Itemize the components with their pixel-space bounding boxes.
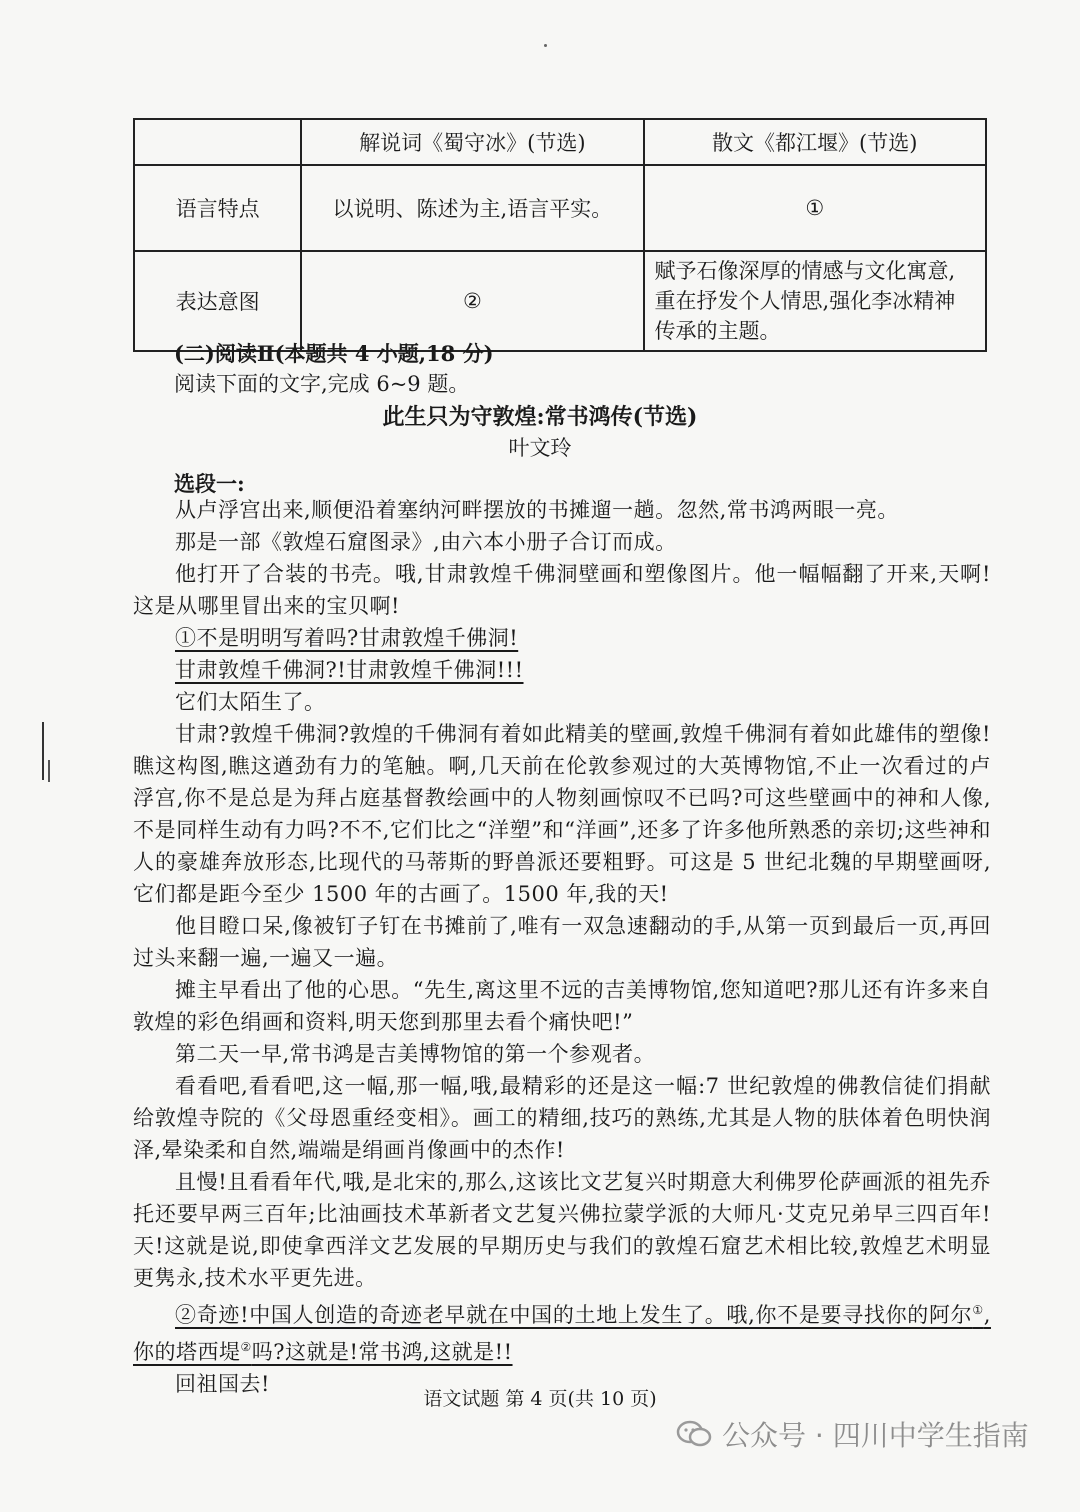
wechat-icon (676, 1420, 712, 1448)
underlined-sentence-1b (133, 654, 991, 686)
article-body (133, 494, 991, 1400)
underline-text (133, 1303, 991, 1364)
page-footer: 语文试题 第 4 页(共 10 页) (423, 1388, 657, 1410)
table-cell: 赋予石像深厚的情感与文化寓意,重在抒发个人情思,强化李冰精神传承的主题。 (644, 251, 986, 351)
underlined-sentence-2 (133, 1294, 991, 1368)
row-label: 表达意图 (134, 251, 301, 351)
table-header-row (134, 119, 986, 165)
table-cell: 以说明、陈述为主,语言平实。 (301, 165, 643, 251)
table-row (134, 251, 986, 351)
table-cell: ② (301, 251, 643, 351)
comparison-table (133, 118, 987, 352)
excerpt-label: 选段一: (174, 471, 245, 496)
underline-part: ②奇迹!中国人创造的奇迹老早就在中国的土地上发生了。哦,你不是要寻找你的阿尔 (175, 1303, 973, 1327)
underlined-sentence-1a (133, 622, 991, 654)
paragraph: 从卢浮宫出来,顺便沿着塞纳河畔摆放的书摊遛一趟。忽然,常书鸿两眼一亮。 (175, 498, 899, 522)
header-col-2: 散文《都江堰》(节选) (644, 119, 986, 165)
instruction: 阅读下面的文字,完成 6~9 题。 (174, 372, 470, 396)
paragraph: 甘肃?敦煌千佛洞?敦煌的千佛洞有着如此精美的壁画,敦煌千佛洞有着如此雄伟的塑像!瞧这构图,瞧这遒劲有力的笔触。啊,几天前在伦敦参观过的大英博物馆,不止一次看过的卢浮宫,你不是总是为拜占庭基督教绘画中的人物刻画惊叹不已吗?可这些壁画中的神和人像,不是同样生动有力吗?不不,它们比之“洋塑”和“洋画”,还多了许多他所熟悉的亲切;这些神和人的豪雄奔放形态,比现代的马蒂斯的野兽派还要粗野。可这是 5 世纪北魏的早期壁画呀,它们都是距今至少 1500 年的古画了。1500 年,我的天! (133, 722, 991, 906)
paragraph: 第二天一早,常书鸿是吉美博物馆的第一个参观者。 (175, 1042, 656, 1066)
scan-dot (544, 44, 547, 47)
underline-part: 吗?这就是!常书鸿,这就是!! (251, 1340, 513, 1364)
paragraph: 回祖国去! (175, 1372, 270, 1396)
article-title: 此生只为守敦煌:常书鸿传(节选) (382, 404, 698, 430)
paragraph: 他目瞪口呆,像被钉子钉在书摊前了,唯有一双急速翻动的手,从第一页到最后一页,再回过头来翻一遍,一遍又一遍。 (133, 914, 991, 970)
margin-mark (42, 722, 44, 780)
row-label: 语言特点 (134, 165, 301, 251)
header-col-1: 解说词《蜀守冰》(节选) (301, 119, 643, 165)
underline-text: 甘肃敦煌千佛洞?!甘肃敦煌千佛洞!!! (175, 658, 524, 682)
paragraph: 它们太陌生了。 (175, 690, 326, 714)
margin-mark-2 (48, 760, 50, 782)
section-heading: (二)阅读Ⅱ(本题共 4 小题,18 分) (174, 341, 494, 366)
paragraph: 摊主早看出了他的心思。“先生,离这里不远的吉美博物馆,您知道吧?那儿还有许多来自敦煌的彩色绢画和资料,明天您到那里去看个痛快吧!” (133, 978, 991, 1034)
underline-text: ①不是明明写着吗?甘肃敦煌千佛洞! (175, 626, 519, 650)
header-empty-cell (134, 119, 301, 165)
watermark-text: 公众号 · 四川中学生指南 (722, 1419, 1029, 1452)
paragraph: 且慢!且看看年代,哦,是北宋的,那么,这该比文艺复兴时期意大利佛罗伦萨画派的祖先乔托还要早两三百年;比油画技术革新者文艺复兴佛拉蒙学派的大师凡·艾克兄弟早三四百年!天!这就是说,即使拿西洋文艺发展的早期历史与我们的敦煌石窟艺术相比较,敦煌艺术明显更隽永,技术水平更先进。 (133, 1170, 991, 1290)
table-row (134, 165, 986, 251)
footnote-mark: ② (240, 1340, 252, 1354)
paragraph: 看看吧,看看吧,这一幅,那一幅,哦,最精彩的还是这一幅:7 世纪敦煌的佛教信徒们捐献给敦煌寺院的《父母恩重经变相》。画工的精细,技巧的熟练,尤其是人物的肤体着色明快润泽,晕染柔和自然,端端是绢画肖像画中的杰作! (133, 1074, 991, 1162)
underline-part: ,你的塔西堤 (133, 1303, 991, 1364)
paragraph: 他打开了合装的书壳。哦,甘肃敦煌千佛洞壁画和塑像图片。他一幅幅翻了开来,天啊!这是从哪里冒出来的宝贝啊! (133, 562, 991, 618)
paragraph: 那是一部《敦煌石窟图录》,由六本小册子合订而成。 (175, 530, 677, 554)
article-author: 叶文玲 (508, 436, 572, 460)
table-cell: ① (644, 165, 986, 251)
watermark (676, 1414, 1029, 1454)
footnote-mark: ① (972, 1303, 984, 1317)
